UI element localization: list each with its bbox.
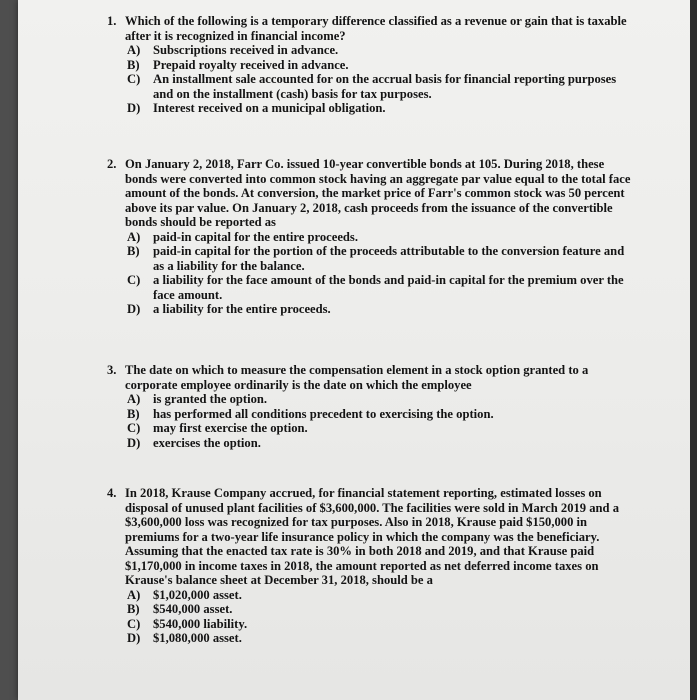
question-1-stem [107,14,637,43]
question-3-option-c [107,421,637,436]
question-4 [107,486,637,646]
option-letter: D) [127,631,141,645]
question-3-number: 3. [107,363,117,377]
background-edge [690,0,697,700]
question-1-option-b [107,58,637,73]
option-letter: C) [127,72,141,86]
question-4-text: In 2018, Krause Company accrued, for financial statement reporting, estimated losses on disposal of unused plant facilities of $3,600,000. The facilities were sold in March 2019 and a $3,600,000 loss was recognized for tax purposes. Also in 2018, Krause paid $150,000 in premiums for a two-year life insurance policy in which the company was the beneficiary. Assuming that the enacted tax rate is 30% in both 2018 and 2019, and that Krause paid $1,170,000 in income taxes in 2018, the amount reported as net deferred income taxes on Krause's balance sheet at December 31, 2018, should be a [125,486,619,587]
option-letter: B) [127,57,140,72]
option-text: a liability for the face amount of the bonds and paid-in capital for the premium over the face amount. [153,273,624,302]
question-1 [107,14,637,116]
option-letter: A) [127,229,141,244]
option-letter: C) [127,273,141,287]
option-text: paid-in capital for the entire proceeds. [153,229,358,244]
option-letter: C) [127,616,141,631]
document-page [18,0,690,700]
option-letter: D) [127,302,141,316]
question-2-text: On January 2, 2018, Farr Co. issued 10-year convertible bonds at 105. During 2018, these bonds were converted into common stock having an aggregate par value equal to the total face amount of the bonds. At conversion, the market price of Farr's common stock was 50 percent above its par value. On January 2, 2018, cash proceeds from the issuance of the convertible bonds should be reported as [125,157,631,229]
question-1-option-d [107,101,637,116]
option-text: may first exercise the option. [153,421,308,435]
option-letter: B) [127,406,140,421]
option-letter: A) [127,392,141,406]
question-1-text: Which of the following is a temporary difference classified as a revenue or gain that is taxable after it is recognized in financial income? [125,14,627,43]
question-3-option-b [107,407,637,422]
option-letter: B) [127,244,140,258]
option-text: $1,020,000 asset. [153,587,242,602]
option-letter: A) [127,587,141,602]
question-1-number: 1. [107,14,117,28]
option-text: $540,000 liability. [153,616,248,631]
question-4-option-c [107,617,637,632]
option-text: An installment sale accounted for on the accrual basis for financial reporting purposes and on the installment (cash) basis for tax purposes. [153,72,617,101]
option-text: $1,080,000 asset. [153,631,242,645]
option-text: has performed all conditions precedent to exercising the option. [153,406,494,421]
question-2-number: 2. [107,157,117,171]
option-text: exercises the option. [153,435,261,450]
question-4-number: 4. [107,486,117,500]
question-4-options [107,588,637,646]
option-letter: C) [127,421,141,435]
question-2-option-d [107,302,637,317]
question-4-stem [107,486,637,588]
option-letter: B) [127,602,140,616]
question-3-option-a [107,392,637,407]
question-2 [107,157,637,317]
question-4-option-d [107,631,637,646]
question-1-option-a [107,43,637,58]
option-text: Prepaid royalty received in advance. [153,57,349,72]
option-letter: D) [127,435,141,450]
question-2-stem [107,157,637,230]
question-1-options [107,43,637,116]
option-text: paid-in capital for the portion of the proceeds attributable to the conversion feature and as a liability for the balance. [153,244,625,273]
question-3-stem [107,363,637,392]
question-1-option-c [107,72,637,101]
option-text: $540,000 asset. [153,602,233,616]
option-text: Subscriptions received in advance. [153,43,339,57]
question-3-options [107,392,637,450]
question-2-options [107,230,637,317]
option-text: Interest received on a municipal obligation. [153,101,386,115]
option-text: a liability for the entire proceeds. [153,302,331,316]
question-3-option-d [107,436,637,451]
question-4-option-a [107,588,637,603]
option-text: is granted the option. [153,392,268,406]
question-2-option-a [107,230,637,245]
question-2-option-c [107,273,637,302]
question-2-option-b [107,244,637,273]
question-4-option-b [107,602,637,617]
question-3-text: The date on which to measure the compensation element in a stock option granted to a corporate employee ordinarily is the date on which the employee [125,363,589,392]
option-letter: D) [127,101,141,115]
option-letter: A) [127,43,141,57]
question-3 [107,363,637,450]
